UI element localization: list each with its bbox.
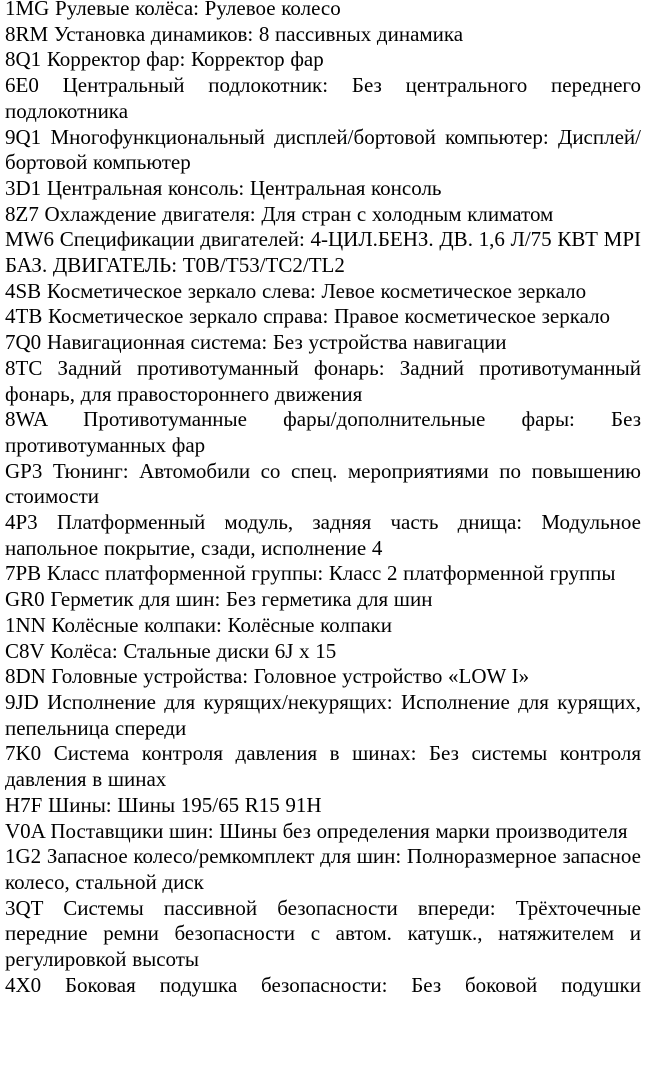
equipment-code: 3QT <box>5 895 44 920</box>
equipment-code: 9Q1 <box>5 124 42 149</box>
equipment-entry: 8TC Задний противотуманный фонарь: Задний противотуманный фонарь, для правостороннего движения <box>5 355 641 406</box>
equipment-entry: 7K0 Система контроля давления в шинах: Без системы контроля давления в шинах <box>5 741 641 792</box>
equipment-entry: 8Z7 Охлаждение двигателя: Для стран с холодным климатом <box>5 201 554 226</box>
equipment-code: 1MG <box>5 0 50 20</box>
equipment-list <box>5 0 641 998</box>
equipment-entry: 1G2 Запасное колесо/ремкомплект для шин: Полноразмерное запасное колесо, стальной диск <box>5 844 641 894</box>
equipment-code: 8TC <box>5 355 43 380</box>
equipment-code: 7PB <box>5 561 42 586</box>
equipment-code: 8DN <box>5 664 46 689</box>
equipment-code: C8V <box>5 638 45 663</box>
equipment-code: 7Q0 <box>5 330 42 355</box>
equipment-entry: 7Q0 Навигационная система: Без устройства навигации <box>5 330 507 355</box>
equipment-code: GR0 <box>5 587 45 612</box>
equipment-code: 8RM <box>5 21 49 46</box>
equipment-code: 8WA <box>5 407 47 432</box>
equipment-code: 1G2 <box>5 844 42 869</box>
equipment-code: 6E0 <box>5 73 39 98</box>
equipment-entry: 8DN Головные устройства: Головное устройство «LOW I» <box>5 664 530 689</box>
equipment-code: 7K0 <box>5 741 42 766</box>
equipment-code: 3D1 <box>5 175 42 200</box>
equipment-entry: 4SB Косметическое зеркало слева: Левое косметическое зеркало <box>5 278 587 303</box>
equipment-entry: H7F Шины: Шины 195/65 R15 91H <box>5 792 322 817</box>
equipment-entry: 9JD Исполнение для курящих/некурящих: Исполнение для курящих, пепельница спереди <box>5 689 641 740</box>
equipment-code: V0A <box>5 818 45 843</box>
equipment-entry: 6E0 Центральный подлокотник: Без центрального переднего подлокотника <box>5 73 641 123</box>
equipment-code: 8Z7 <box>5 201 39 226</box>
equipment-entry: 1MG Рулевые колёса: Рулевое колесо <box>5 0 641 22</box>
equipment-entry: 4P3 Платформенный модуль, задняя часть днища: Модульное напольное покрытие, сзади, исполнение 4 <box>5 510 641 560</box>
equipment-entry: 7PB Класс платформенной группы: Класс 2 платформенной группы <box>5 561 616 586</box>
equipment-code: 8Q1 <box>5 47 42 72</box>
equipment-entry: MW6 Спецификации двигателей: 4-ЦИЛ.БЕНЗ. ДВ. 1,6 Л/75 КВТ MPI БАЗ. ДВИГАТЕЛЬ: T0B/T53/TC2/TL2 <box>5 227 641 278</box>
equipment-entry: 4TB Косметическое зеркало справа: Правое косметическое зеркало <box>5 304 611 329</box>
equipment-entry: 8Q1 Корректор фар: Корректор фар <box>5 47 324 72</box>
equipment-code: 9JD <box>5 689 39 714</box>
equipment-code: 4SB <box>5 278 42 303</box>
equipment-entry: V0A Поставщики шин: Шины без определения марки производителя <box>5 818 628 843</box>
equipment-entry: GR0 Герметик для шин: Без герметика для шин <box>5 587 433 612</box>
equipment-code: GP3 <box>5 458 43 483</box>
equipment-entry: 3D1 Центральная консоль: Центральная консоль <box>5 175 442 200</box>
equipment-entry: 8WA Противотуманные фары/дополнительные фары: Без противотуманных фар <box>5 407 641 457</box>
equipment-code: 4P3 <box>5 510 38 535</box>
equipment-entry: 3QT Системы пассивной безопасности впереди: Трёхточечные передние ремни безопасности с автом. катушк., натяжителем и регулировкой высоты <box>5 895 641 972</box>
equipment-code: 4TB <box>5 304 43 329</box>
equipment-entry: GP3 Тюнинг: Автомобили со спец. мероприятиями по повышению стоимости <box>5 458 641 509</box>
equipment-entry: 1NN Колёсные колпаки: Колёсные колпаки <box>5 612 392 637</box>
equipment-entry: C8V Колёса: Стальные диски 6J x 15 <box>5 638 337 663</box>
equipment-entry: 4X0 Боковая подушка безопасности: Без боковой подушки <box>5 972 641 997</box>
equipment-entry: 9Q1 Многофункциональный дисплей/бортовой компьютер: Дисплей/бортовой компьютер <box>5 124 641 175</box>
equipment-code: H7F <box>5 792 43 817</box>
equipment-entry: 8RM Установка динамиков: 8 пассивных динамика <box>5 21 464 46</box>
equipment-code: 4X0 <box>5 972 42 997</box>
equipment-code: MW6 <box>5 227 54 252</box>
equipment-code: 1NN <box>5 612 46 637</box>
